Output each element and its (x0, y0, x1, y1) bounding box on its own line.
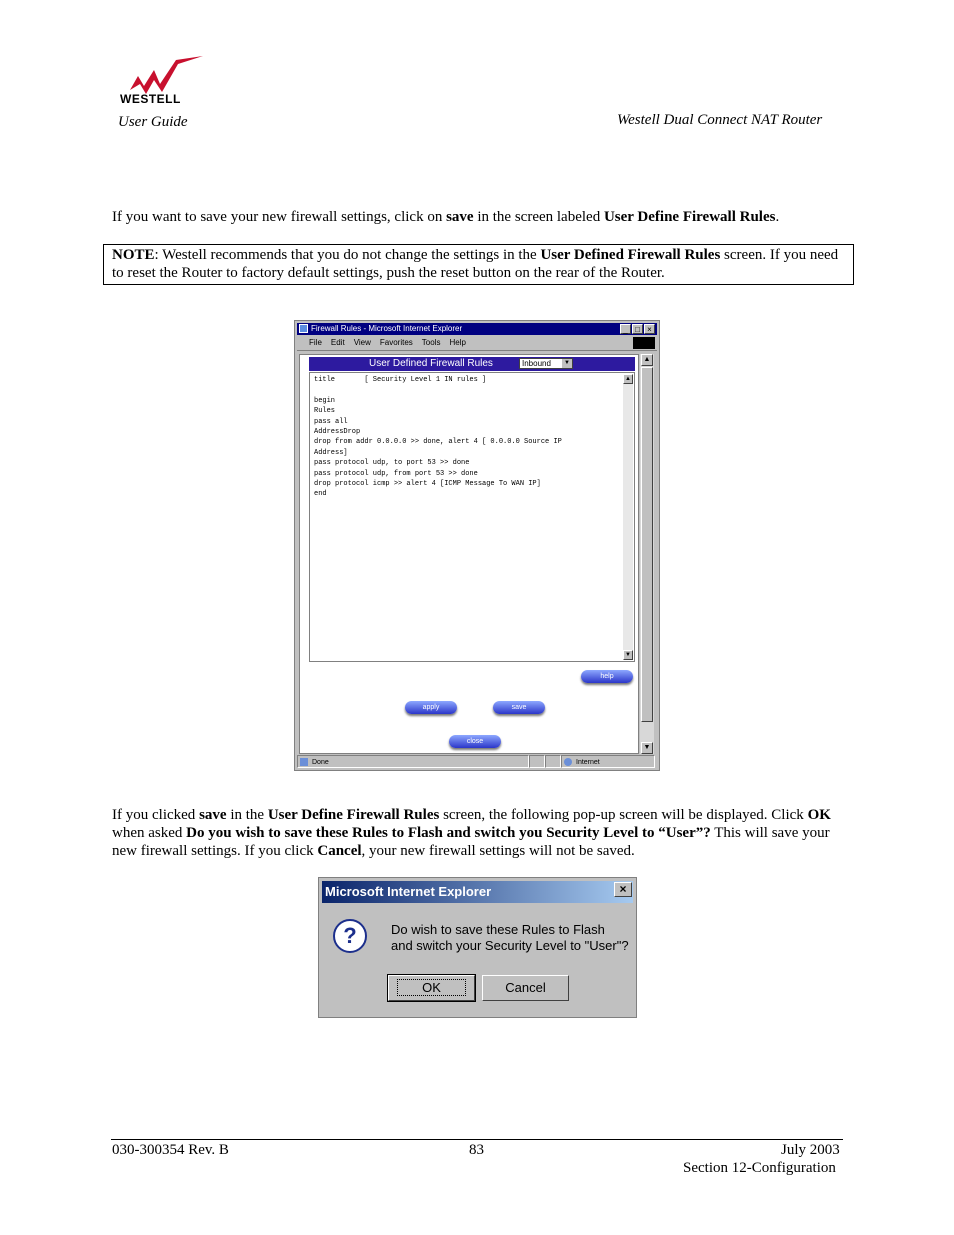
para-bold: Cancel (317, 843, 362, 859)
para-text: , your new firewall settings will not be saved. (361, 843, 635, 859)
intro-text: If you want to save your new firewall settings, click on (112, 209, 447, 225)
apply-button[interactable]: apply (405, 701, 457, 714)
rules-banner-title: User Defined Firewall Rules (369, 358, 493, 369)
ie-icon (299, 324, 308, 333)
rules-scrollbar[interactable] (623, 374, 633, 660)
menu-favorites[interactable]: Favorites (379, 338, 413, 347)
menu-file[interactable]: File (309, 338, 322, 347)
footer-doc-number: 030-300354 Rev. B (112, 1142, 229, 1158)
browser-menubar (297, 336, 657, 351)
rules-banner (309, 357, 635, 371)
intro-bold-save: save (446, 209, 474, 225)
help-button[interactable]: help (581, 670, 633, 683)
maximize-icon[interactable]: □ (632, 324, 643, 334)
page-icon (300, 758, 308, 766)
confirm-dialog (318, 877, 637, 1018)
close-icon[interactable]: × (614, 882, 632, 897)
status-zone (561, 755, 655, 768)
direction-select-value: Inbound (522, 359, 551, 368)
windows-logo-icon (633, 337, 655, 349)
para-bold: OK (807, 807, 831, 823)
footer-page-number: 83 (469, 1142, 484, 1158)
status-zone-text: Internet (576, 759, 600, 766)
ok-label: OK (397, 979, 466, 996)
browser-content (299, 354, 639, 754)
status-text: Done (312, 759, 329, 766)
dialog-message-line: and switch your Security Level to "User"? (391, 938, 629, 953)
scroll-thumb[interactable] (641, 367, 653, 722)
scroll-up-icon[interactable]: ▲ (623, 374, 633, 384)
header-product: Westell Dual Connect NAT Router (617, 112, 823, 128)
note-text: : Westell recommends that you do not change the settings in the (154, 247, 541, 263)
menu-tools[interactable]: Tools (421, 338, 441, 347)
dialog-message-line: Do wish to save these Rules to Flash (391, 922, 605, 937)
note-box (103, 244, 854, 285)
note-label: NOTE (112, 247, 155, 263)
browser-window (294, 320, 660, 771)
close-button[interactable]: close (449, 735, 501, 748)
cancel-button[interactable]: Cancel (482, 975, 569, 1001)
direction-select[interactable] (519, 358, 573, 369)
menu-help[interactable]: Help (449, 338, 466, 347)
footer-divider (111, 1139, 843, 1140)
dialog-message (391, 922, 629, 954)
browser-titlebar (297, 323, 657, 335)
para-bold: save (199, 807, 227, 823)
para-text: This will save your new firewall settings. If you click (112, 825, 830, 859)
intro-paragraph (112, 208, 779, 226)
para-text: in the (226, 807, 268, 823)
chevron-down-icon[interactable]: ▼ (562, 359, 572, 368)
ok-button[interactable] (388, 975, 475, 1001)
rules-text: title [ Security Level 1 IN rules ] begin Rules pass all AddressDrop drop from addr 0.0.0.0 >> done, alert 4 [ 0.0.0.0 Source IP Address] pass protocol udp, to port 53 >> done pass protocol udp, from port 53 >> done drop protocol icmp >> alert 4 [ICMP Message To WAN IP] end (314, 376, 562, 499)
scroll-up-icon[interactable]: ▲ (641, 354, 653, 366)
para-bold: Do you wish to save these Rules to Flash and switch you Security Level to “User”? (186, 825, 711, 841)
second-paragraph (112, 806, 842, 860)
note-bold-screen: User Defined Firewall Rules (540, 247, 721, 263)
intro-text: . (775, 209, 780, 225)
intro-bold-screen: User Define Firewall Rules (603, 209, 776, 225)
footer-section: Section 12-Configuration (683, 1160, 836, 1176)
save-button[interactable]: save (493, 701, 545, 714)
minimize-icon[interactable]: _ (620, 324, 631, 334)
menu-edit[interactable]: Edit (330, 338, 345, 347)
footer-date: July 2003 (781, 1142, 840, 1158)
status-cell (545, 755, 561, 768)
status-cell (529, 755, 545, 768)
scroll-down-icon[interactable]: ▼ (641, 742, 653, 754)
dialog-title: Microsoft Internet Explorer (325, 884, 492, 899)
page-scrollbar[interactable] (640, 354, 654, 754)
header-user-guide: User Guide (118, 114, 188, 130)
para-bold: User Define Firewall Rules (267, 807, 440, 823)
scroll-down-icon[interactable]: ▼ (623, 650, 633, 660)
intro-text: in the screen labeled (473, 209, 604, 225)
browser-title: Firewall Rules - Microsoft Internet Explorer (311, 324, 463, 333)
brand-name: WESTELL (120, 92, 181, 106)
globe-icon (564, 758, 572, 766)
rules-textarea[interactable] (309, 372, 635, 662)
menu-view[interactable]: View (353, 338, 371, 347)
status-bar (297, 755, 657, 768)
para-text: when asked (112, 825, 187, 841)
question-icon: ? (333, 919, 367, 953)
para-text: If you clicked (112, 807, 200, 823)
status-done (297, 755, 529, 768)
dialog-titlebar (322, 881, 633, 903)
close-icon[interactable]: × (644, 324, 655, 334)
note-text: screen. If you need to reset the Router to factory default settings, push the reset button on the rear of the Router. (112, 247, 839, 281)
para-text: screen, the following pop-up screen will be displayed. Click (439, 807, 808, 823)
